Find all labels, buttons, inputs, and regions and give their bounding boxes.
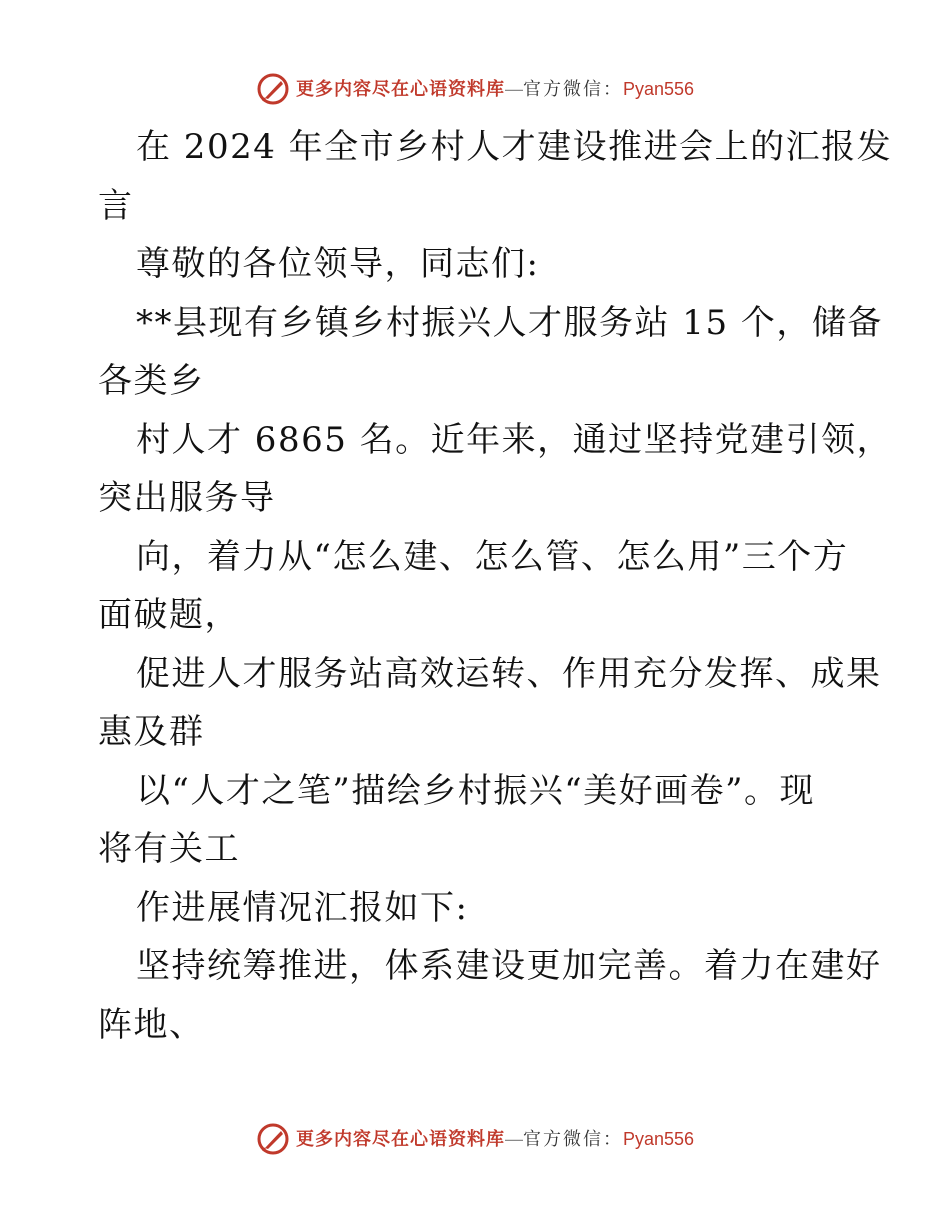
watermark-label: 官方微信： [522,79,623,99]
watermark-dash: — [504,1129,523,1149]
document-line: 惠及群 [98,712,205,752]
quill-pen-circle-icon [256,1122,290,1156]
document-line: 村人才 6865 名。近年来，通过坚持党建引领， [136,419,893,460]
document-line: 言 [98,185,134,226]
document-line: 将有关工 [98,829,240,869]
document-line: 突出服务导 [98,478,276,518]
document-line: 阵地、 [98,1004,205,1045]
document-line: 在 2024 年全市乡村人才建设推进会上的汇报发 [136,127,893,167]
watermark-label: 官方微信： [522,1129,623,1149]
header-watermark [0,71,950,107]
document-line: 以“人才之笔”描绘乡村振兴“美好画卷”。现 [136,770,816,811]
document-line: 坚持统筹推进，体系建设更加完善。着力在建好 [136,946,882,986]
document-line: 面破题， [98,595,240,635]
document-line: **县现有乡镇乡村振兴人才服务站 15 个，储备 [136,302,883,343]
footer-watermark [0,1121,950,1157]
document-line: 作进展情况汇报如下: [136,887,469,928]
watermark-wechat-id: Pyan556 [622,79,695,99]
watermark-wechat-id: Pyan556 [622,1129,695,1149]
document-line: 尊敬的各位领导，同志们: [136,244,540,284]
quill-pen-circle-icon [256,72,290,106]
watermark-brand: 更多内容尽在心语资料库 [295,1129,505,1149]
document-body [98,118,893,1054]
document-line: 向，着力从“怎么建、怎么管、怎么用”三个方 [136,536,849,577]
document-line: 各类乡 [98,361,205,401]
watermark-brand: 更多内容尽在心语资料库 [295,79,505,99]
watermark-dash: — [504,79,523,99]
document-line: 促进人才服务站高效运转、作用充分发挥、成果 [136,653,882,694]
